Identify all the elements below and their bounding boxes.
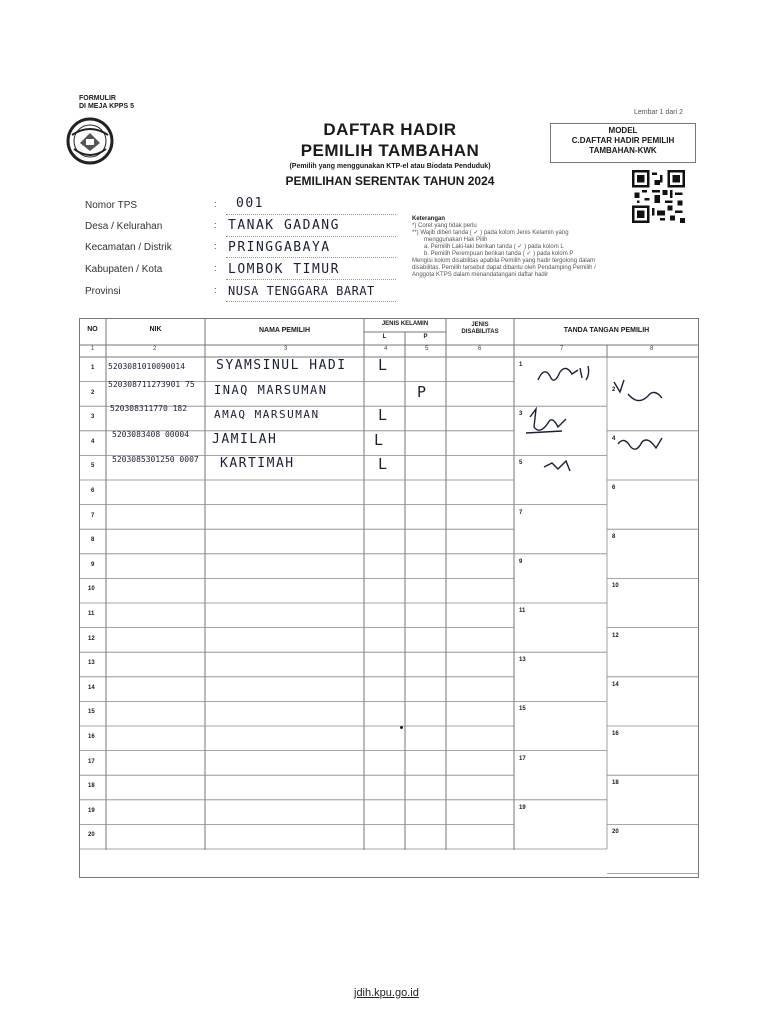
row-1-nama: SYAMSINUL HADI — [216, 358, 347, 373]
separator: : — [214, 220, 217, 230]
signature-number: 12 — [612, 632, 619, 639]
row-5-nik: 5203085301250 0007 — [112, 455, 199, 464]
label-nomor-tps: Nomor TPS — [85, 200, 138, 211]
row-number: 7 — [91, 512, 95, 519]
dotted-line — [226, 256, 396, 258]
signature-number: 1 — [519, 362, 523, 368]
header-tanda-tangan: TANDA TANGAN PEMILIH — [563, 327, 650, 334]
row-number: 5 — [91, 463, 95, 470]
signature-number: 6 — [612, 485, 616, 491]
election-title: PEMILIHAN SERENTAK TAHUN 2024 — [285, 174, 495, 188]
row-number: 11 — [88, 611, 95, 617]
notes-block: Keterangan *) Coret yang tidak perlu **) Wajib diberi tanda ( ✓ ) pada kolom Jenis Kelamin yang menggunakan Hak Pilih a. Pemilih Laki-laki berikan tanda ( ✓ ) pada kolom L b. Pemilih Perempuan berikan tanda ( ✓ ) pada kolom P Mengisi kolom disabilitas apabila Pemilih yang hadir tergolong dalam disabilitas. Pemilih tersebut dapat dibantu oleh Pendamping Pemilih / Anggota KTPS dalam menandatangani daftar hadir — [412, 216, 596, 278]
dotted-line — [226, 300, 396, 302]
row-number: 3 — [91, 414, 95, 421]
header-nama: NAMA PEMILIH — [258, 327, 311, 334]
header-jenis-kelamin: JENIS KELAMIN — [381, 321, 429, 327]
row-number: 14 — [88, 684, 95, 691]
ink-dot — [400, 726, 403, 729]
form-label: FORMULIR DI MEJA KPPS 5 — [79, 95, 134, 110]
label-desa: Desa / Kelurahan — [85, 221, 163, 232]
row-number: 4 — [91, 438, 95, 445]
signature-number: 14 — [612, 681, 619, 688]
dotted-line — [226, 278, 396, 280]
signature-number: 18 — [612, 780, 619, 787]
header-no: NO — [87, 326, 98, 333]
signature-1 — [530, 360, 605, 390]
row-2-jk: P — [417, 383, 428, 401]
separator: : — [214, 199, 217, 209]
row-number: 6 — [91, 488, 95, 494]
model-box: MODEL C.DAFTAR HADIR PEMILIH TAMBAHAN-KWK — [550, 123, 696, 163]
separator: : — [214, 285, 217, 295]
signature-number: 9 — [519, 558, 523, 565]
col-index: 2 — [153, 346, 157, 352]
header-nik: NIK — [149, 326, 162, 333]
document-subtitle: PEMILIH TAMBAHAN — [300, 141, 480, 160]
col-index: 7 — [560, 346, 564, 352]
row-number: 8 — [91, 537, 95, 544]
signature-number: 19 — [519, 804, 526, 811]
footer-link[interactable]: jdih.kpu.go.id — [354, 987, 419, 999]
dotted-line — [226, 235, 396, 237]
row-number: 19 — [88, 807, 95, 814]
value-kabupaten: LOMBOK TIMUR — [228, 262, 340, 277]
row-4-nik: 5203083408 00004 — [112, 430, 190, 439]
signature-number: 8 — [612, 534, 616, 541]
document-title: DAFTAR HADIR — [323, 120, 457, 139]
row-number: 20 — [88, 832, 95, 839]
row-2-nik: 520308711273901 75 — [108, 380, 195, 389]
header-l: L — [382, 334, 387, 340]
label-kecamatan: Kecamatan / Distrik — [85, 242, 172, 253]
signature-number: 2 — [612, 386, 616, 393]
row-number: 16 — [88, 734, 95, 740]
col-index: 8 — [650, 346, 654, 352]
col-index: 6 — [478, 346, 482, 352]
row-number: 15 — [88, 709, 95, 716]
signature-number: 5 — [519, 460, 523, 467]
signature-number: 11 — [519, 608, 526, 614]
col-index: 5 — [425, 346, 429, 352]
signature-number: 3 — [519, 411, 523, 418]
row-4-nama: JAMILAH — [212, 432, 278, 447]
row-number: 13 — [88, 660, 95, 667]
header-p: P — [423, 334, 428, 340]
row-number: 1 — [91, 365, 95, 371]
signature-2 — [608, 372, 668, 410]
row-3-nik: 520308311770 182 — [110, 404, 188, 413]
title-note: (Pemilih yang menggunakan KTP-el atau Biodata Penduduk) — [289, 163, 491, 170]
row-number: 18 — [88, 783, 95, 790]
signature-number: 16 — [612, 731, 619, 737]
kpu-logo-icon — [66, 117, 114, 165]
row-number: 17 — [88, 758, 95, 765]
value-desa: TANAK GADANG — [228, 218, 340, 233]
signature-3 — [522, 405, 572, 440]
row-number: 12 — [88, 635, 95, 642]
header-jenis: JENIS — [471, 322, 489, 328]
signature-number: 10 — [612, 583, 619, 590]
row-3-nama: AMAQ MARSUMAN — [214, 408, 320, 421]
col-index: 3 — [284, 346, 288, 352]
value-nomor-tps: 001 — [236, 196, 264, 211]
separator: : — [214, 263, 217, 273]
signature-number: 13 — [519, 657, 526, 664]
row-number: 2 — [91, 389, 95, 396]
signature-5 — [540, 455, 580, 475]
signature-number: 20 — [612, 829, 619, 836]
row-1-jk: L — [378, 356, 389, 374]
signature-number: 17 — [519, 755, 526, 762]
signature-number: 4 — [612, 435, 616, 442]
value-provinsi: NUSA TENGGARA BARAT — [228, 284, 375, 298]
row-number: 9 — [91, 561, 95, 568]
col-index: 4 — [384, 346, 388, 352]
signature-4 — [612, 430, 672, 460]
value-kecamatan: PRINGGABAYA — [228, 240, 331, 255]
row-4-jk: L — [374, 431, 385, 449]
dotted-line — [226, 213, 396, 215]
row-5-nama: KARTIMAH — [220, 456, 295, 471]
page-indicator: Lembar 1 dari 2 — [634, 109, 684, 116]
row-number: 10 — [88, 586, 95, 593]
row-3-jk: L — [378, 406, 389, 424]
signature-number: 7 — [519, 509, 523, 516]
row-2-nama: INAQ MARSUMAN — [214, 383, 328, 397]
col-index: 1 — [91, 346, 95, 352]
separator: : — [214, 241, 217, 251]
row-1-nik: 5203081010090014 — [108, 362, 186, 371]
label-provinsi: Provinsi — [85, 286, 121, 297]
label-kabupaten: Kabupaten / Kota — [85, 264, 163, 275]
row-5-jk: L — [378, 455, 389, 473]
header-disabilitas: DISABILITAS — [461, 329, 499, 335]
signature-number: 15 — [519, 706, 526, 713]
attendance-table — [79, 318, 699, 878]
